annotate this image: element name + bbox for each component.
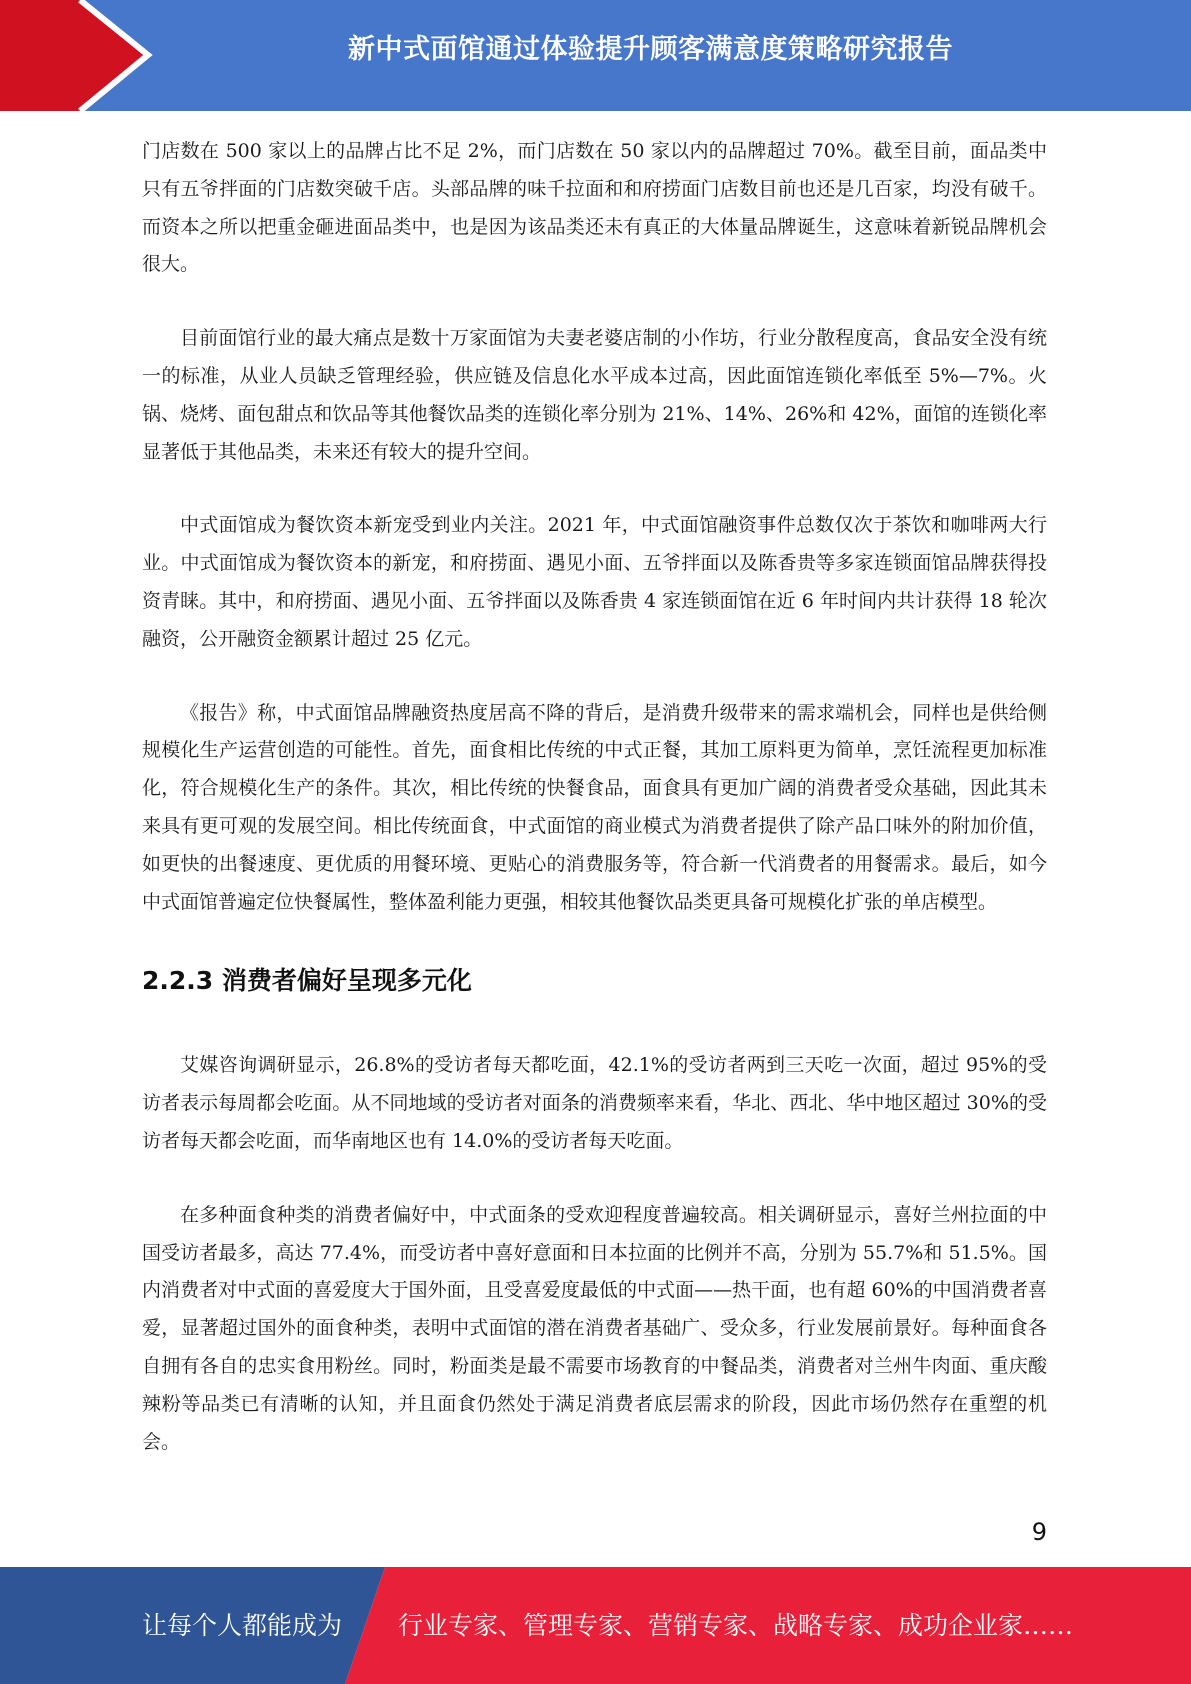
page-content bbox=[142, 133, 1047, 1461]
page-header bbox=[0, 0, 1191, 111]
paragraph-3: 中式面馆成为餐饮资本新宠受到业内关注。2021 年，中式面馆融资事件总数仅次于茶饮和咖啡两大行业。中式面馆成为餐饮资本的新宠，和府捞面、遇见小面、五爷拌面以及陈香贵等多家连锁面馆品牌获得投资青睐。其中，和府捞面、遇见小面、五爷拌面以及陈香贵 4 家连锁面馆在近 6 年时间内共计获得 18 轮次融资，公开融资金额累计超过 25 亿元。 bbox=[142, 514, 1047, 650]
footer-slogan-right: 行业专家、管理专家、营销专家、战略专家、成功企业家…… bbox=[398, 1611, 1074, 1640]
paragraph-4: 《报告》称，中式面馆品牌融资热度居高不降的背后，是消费升级带来的需求端机会，同样也是供给侧规模化生产运营创造的可能性。首先，面食相比传统的中式正餐，其加工原料更为简单，烹饪流程更加标准化，符合规模化生产的条件。其次，相比传统的快餐食品，面食具有更加广阔的消费者受众基础，因此其未来具有更可观的发展空间。相比传统面食，中式面馆的商业模式为消费者提供了除产品口味外的附加价值，如更快的出餐速度、更优质的用餐环境、更贴心的消费服务等，符合新一代消费者的用餐需求。最后，如今中式面馆普遍定位快餐属性，整体盈利能力更强，相较其他餐饮品类更具备可规模化扩张的单店模型。 bbox=[142, 701, 1047, 913]
section-heading: 2.2.3 消费者偏好呈现多元化 bbox=[142, 966, 472, 996]
page-number: 9 bbox=[1031, 1518, 1047, 1546]
footer-slogan-left: 让每个人都能成为 bbox=[142, 1611, 343, 1640]
paragraph-1: 门店数在 500 家以上的品牌占比不足 2%，而门店数在 50 家以内的品牌超过 70%。截至目前，面品类中只有五爷拌面的门店数突破千店。头部品牌的味千拉面和和府捞面门店数目前也还是几百家，均没有破千。而资本之所以把重金砸进面品类中，也是因为该品类还未有真正的大体量品牌诞生，这意味着新锐品牌机会很大。 bbox=[142, 140, 1047, 276]
report-title: 新中式面馆通过体验提升顾客满意度策略研究报告 bbox=[348, 34, 953, 65]
paragraph-6: 在多种面食种类的消费者偏好中，中式面条的受欢迎程度普遍较高。相关调研显示，喜好兰州拉面的中国受访者最多，高达 77.4%，而受访者中喜好意面和日本拉面的比例并不高，分别为 55.7%和 51.5%。国内消费者对中式面的喜爱度大于国外面，且受喜爱度最低的中式面——热干面，也有超 60%的中国消费者喜爱，显著超过国外的面食种类，表明中式面馆的潜在消费者基础广、受众多，行业发展前景好。每种面食各自拥有各自的忠实食用粉丝。同时，粉面类是最不需要市场教育的中餐品类，消费者对兰州牛肉面、重庆酸辣粉等品类已有清晰的认知，并且面食仍然处于满足消费者底层需求的阶段，因此市场仍然存在重塑的机会。 bbox=[142, 1203, 1047, 1453]
page-footer bbox=[0, 1567, 1191, 1684]
paragraph-5: 艾媒咨询调研显示，26.8%的受访者每天都吃面，42.1%的受访者两到三天吃一次面，超过 95%的受访者表示每周都会吃面。从不同地域的受访者对面条的消费频率来看，华北、西北、华中地区超过 30%的受访者每天都会吃面，而华南地区也有 14.0%的受访者每天吃面。 bbox=[142, 1054, 1047, 1152]
paragraph-2: 目前面馆行业的最大痛点是数十万家面馆为夫妻老婆店制的小作坊，行业分散程度高，食品安全没有统一的标准，从业人员缺乏管理经验，供应链及信息化水平成本过高，因此面馆连锁化率低至 5%—7%。火锅、烧烤、面包甜点和饮品等其他餐饮品类的连锁化率分别为 21%、14%、26%和 42%，面馆的连锁化率显著低于其他品类，未来还有较大的提升空间。 bbox=[142, 327, 1047, 463]
